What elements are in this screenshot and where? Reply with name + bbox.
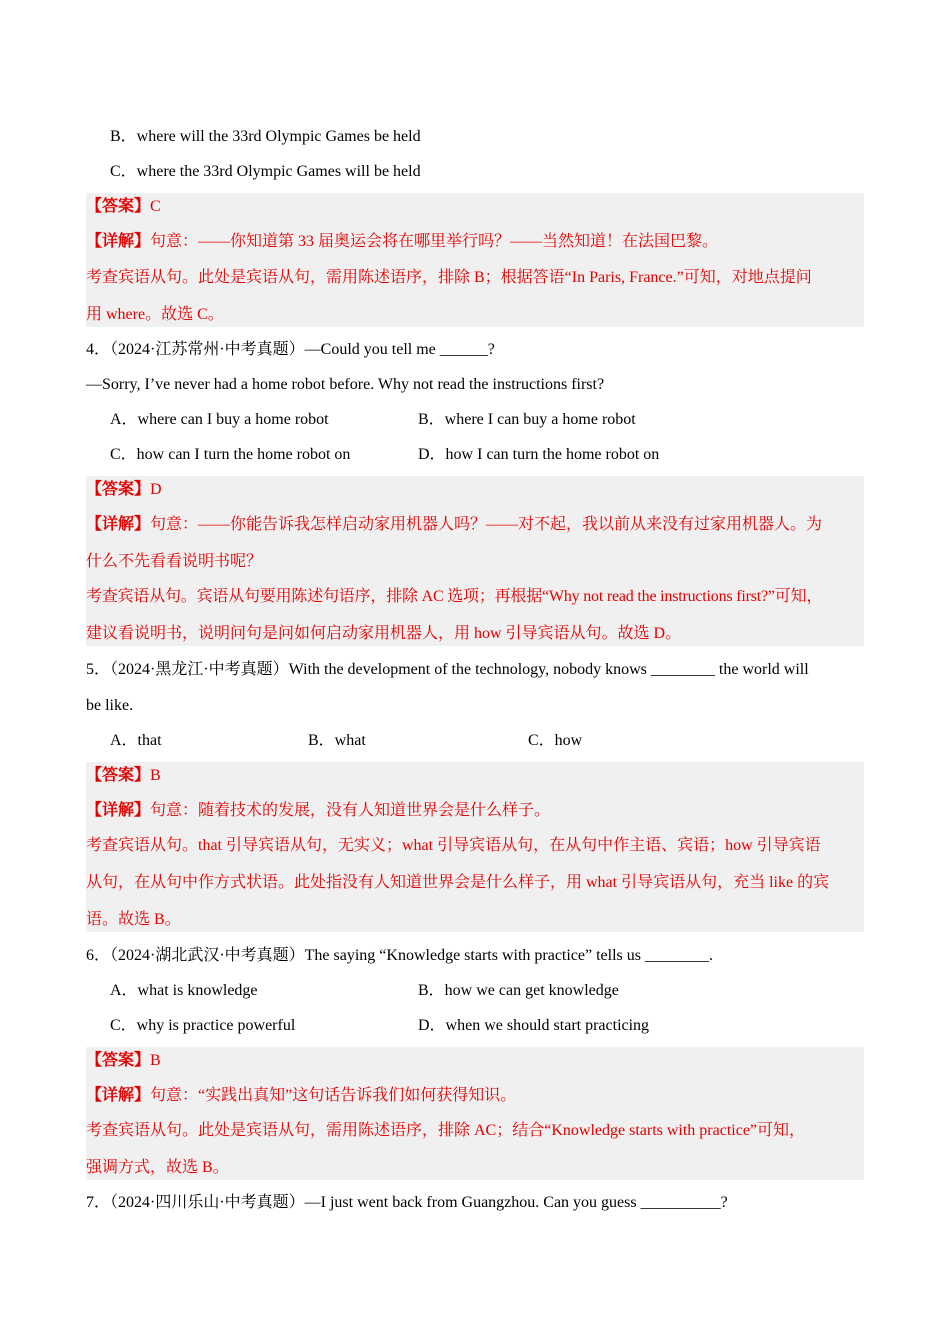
q4-answer-block	[86, 476, 864, 646]
q3-answer-block	[86, 193, 864, 327]
q5-answer-line	[86, 766, 161, 786]
q6-option-d: D．when we should start practicing	[418, 1017, 650, 1034]
q4-detail-line-4: 建议看说明书，说明问句是问如何启动家用机器人，用 how 引导宾语从句。故选 D。	[86, 625, 682, 642]
answer-value: C	[150, 198, 161, 215]
q6-answer-line	[86, 1051, 161, 1071]
q4-option-c: C．how can I turn the home robot on	[110, 446, 351, 463]
q5-detail-line-3: 从句，在从句中作方式状语。此处指没有人知道世界会是什么样子，用 what 引导宾语从句，充当 like 的宾	[86, 874, 830, 891]
detail-text: 句意：随着技术的发展，没有人知道世界会是什么样子。	[150, 802, 551, 819]
detail-text: 句意：——你能告诉我怎样启动家用机器人吗？——对不起，我以前从来没有过家用机器人。为	[150, 516, 823, 533]
q4-detail-line-3: 考查宾语从句。宾语从句要用陈述句语序，排除 AC 选项；再根据“Why not read the instructions first?”可知，	[86, 588, 823, 605]
q7-stem: 7．（2024·四川乐山·中考真题）—I just went back from Guangzhou. Can you guess __________?	[86, 1194, 728, 1211]
q4-answer-line	[86, 480, 162, 500]
q5-option-b: B．what	[308, 732, 366, 749]
detail-text: 句意：“实践出真知”这句话告诉我们如何获得知识。	[150, 1087, 517, 1104]
q4-detail-line-2: 什么不先看看说明书呢？	[86, 553, 263, 570]
q5-detail-line	[86, 801, 550, 821]
detail-tag: 【详解】	[86, 802, 151, 819]
q6-detail-line	[86, 1086, 516, 1106]
detail-tag: 【详解】	[86, 516, 151, 533]
q3-option-b: B．where will the 33rd Olympic Games be held	[110, 128, 421, 145]
q5-option-c: C．how	[528, 732, 583, 749]
q3-detail-line	[86, 232, 718, 252]
q5-stem: 5．（2024·黑龙江·中考真题）With the development of the technology, nobody knows ________ the world will	[86, 661, 809, 678]
detail-tag: 【详解】	[86, 233, 151, 250]
q6-option-b: B．how we can get knowledge	[418, 982, 619, 999]
q6-detail-line-2: 考查宾语从句。此处是宾语从句，需用陈述语序，排除 AC；结合“Knowledge starts with practice”可知，	[86, 1122, 806, 1139]
detail-text: 句意：——你知道第 33 届奥运会将在哪里举行吗？——当然知道！在法国巴黎。	[150, 233, 719, 250]
q4-stem-line-2: —Sorry, I’ve never had a home robot before. Why not read the instructions first?	[86, 376, 605, 393]
q6-answer-block	[86, 1047, 864, 1180]
answer-value: B	[150, 767, 161, 784]
answer-value: B	[150, 1052, 161, 1069]
q6-detail-line-3: 强调方式，故选 B。	[86, 1159, 229, 1176]
q4-detail-line	[86, 515, 822, 535]
q6-option-a: A．what is knowledge	[110, 982, 258, 999]
answer-tag: 【答案】	[86, 1052, 151, 1069]
q4-option-b: B．where I can buy a home robot	[418, 411, 636, 428]
q3-detail-line-3: 用 where。故选 C。	[86, 306, 224, 323]
q4-option-a: A．where can I buy a home robot	[110, 411, 329, 428]
answer-tag: 【答案】	[86, 198, 151, 215]
q4-stem: 4．（2024·江苏常州·中考真题）—Could you tell me ______?	[86, 341, 495, 358]
q5-stem-line-2: be like.	[86, 697, 134, 714]
q3-option-c: C．where the 33rd Olympic Games will be held	[110, 163, 421, 180]
answer-tag: 【答案】	[86, 767, 151, 784]
answer-tag: 【答案】	[86, 481, 151, 498]
q5-option-a: A．that	[110, 732, 162, 749]
q6-option-c: C．why is practice powerful	[110, 1017, 296, 1034]
detail-tag: 【详解】	[86, 1087, 151, 1104]
q5-detail-line-2: 考查宾语从句。that 引导宾语从句，无实义；what 引导宾语从句，在从句中作主语、宾语；how 引导宾语	[86, 837, 821, 854]
q3-detail-line-2: 考查宾语从句。此处是宾语从句，需用陈述语序，排除 B；根据答语“In Paris, France.”可知，对地点提问	[86, 269, 812, 286]
q3-answer-line	[86, 197, 161, 217]
q6-stem: 6．（2024·湖北武汉·中考真题）The saying “Knowledge starts with practice” tells us ________.	[86, 947, 714, 964]
q5-detail-line-4: 语。故选 B。	[86, 911, 181, 928]
q5-answer-block	[86, 762, 864, 932]
answer-value: D	[150, 481, 162, 498]
q4-option-d: D．how I can turn the home robot on	[418, 446, 660, 463]
